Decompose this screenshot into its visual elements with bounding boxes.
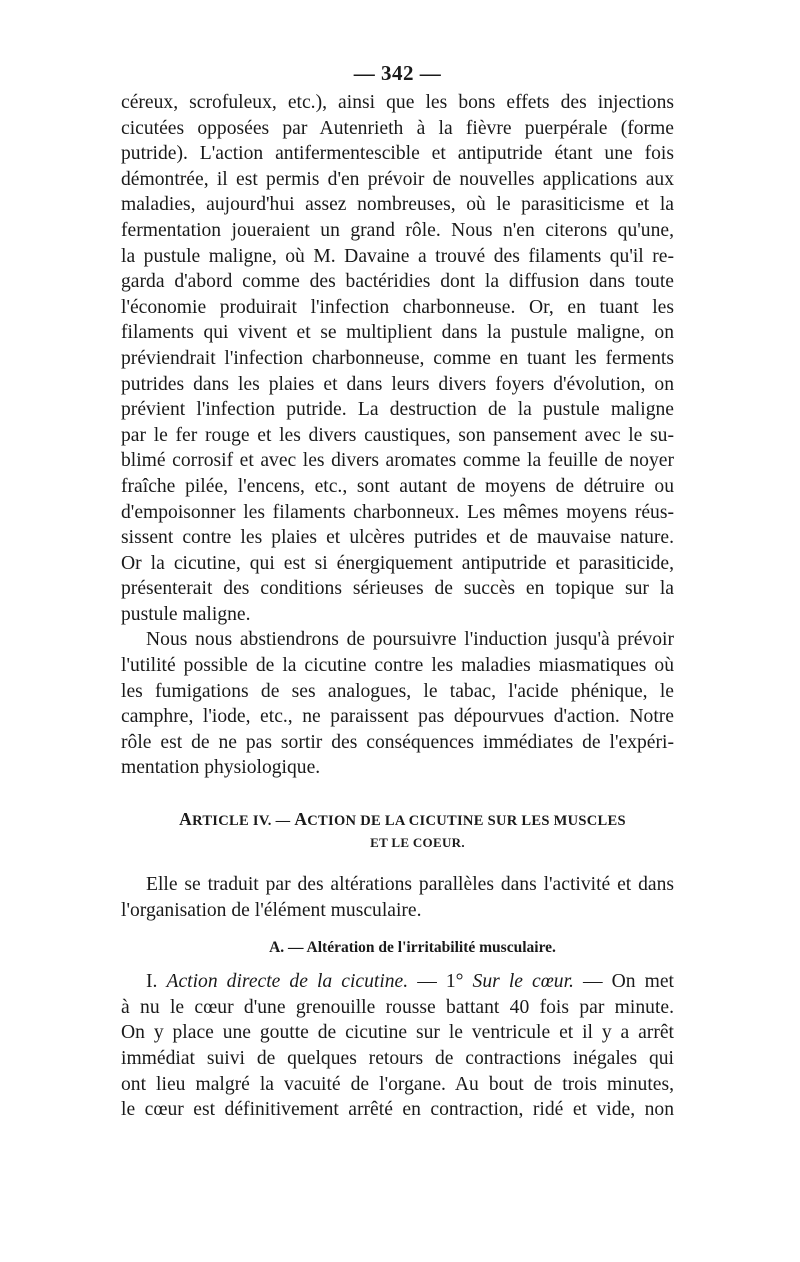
text-line: blimé corrosif et avec les divers aromates comme la feuille de noyer [121, 450, 674, 472]
text-line: le cœur est définitivement arrêté en contraction, ridé et vide, non [121, 1099, 674, 1121]
text-line: l'utilité possible de la cicutine contre les maladies miasmatiques où [121, 655, 674, 677]
text-line: l'organisation de l'élément musculaire. [121, 899, 422, 921]
text-line: les fumigations de ses analogues, le tabac, l'acide phénique, le [121, 680, 674, 702]
text-line: mentation physiologique. [121, 757, 321, 779]
subheading: A. — Altération de l'irritabilité musculaire. [269, 939, 556, 957]
text-line: pustule maligne. [121, 603, 251, 625]
article-heading-line-2: ET LE COEUR. [370, 835, 465, 851]
paragraph-1 [121, 90, 674, 627]
page-number: — 342 — [353, 61, 442, 85]
text-line: putride). L'action antifermentescible et antiputride étant une fois [121, 143, 674, 165]
text-line: céreux, scrofuleux, etc.), ainsi que les bons effets des injections [121, 92, 674, 113]
text-line: l'économie produirait l'infection charbonneuse. Or, en tuant les [121, 296, 674, 318]
text-line: présenterait des conditions sérieuses de succès en topique sur la [121, 578, 674, 600]
text-line: d'empoisonner les filaments charbonneux. Les mêmes moyens réus- [121, 501, 674, 523]
text-line: Or la cicutine, qui est si énergiquement antiputride et parasiticide, [121, 552, 674, 574]
article-heading-line-1: ARTICLE IV. — ACTION DE LA CICUTINE SUR LES MUSCLES [179, 809, 626, 830]
text-line: la pustule maligne, où M. Davaine a trouvé des filaments qu'il re- [121, 245, 674, 267]
text-line: On y place une goutte de cicutine sur le ventricule et il y a arrêt [121, 1022, 674, 1044]
text-line: prévient l'infection putride. La destruction de la pustule maligne [121, 399, 674, 421]
text-line: cicutées opposées par Autenrieth à la fièvre puerpérale (forme [121, 117, 674, 139]
text-line: putrides dans les plaies et dans leurs divers foyers d'évolution, on [121, 373, 674, 395]
text-line: démontrée, il est permis d'en prévoir de nouvelles applications aux [121, 168, 674, 190]
section-first-line: I. Action directe de la cicutine. — 1° Sur le cœur. — On met [146, 971, 675, 993]
text-line: fraîche pilée, l'encens, etc., sont autant de moyens de détruire ou [121, 475, 674, 497]
text-line: camphre, l'iode, etc., ne paraissent pas dépourvues d'action. Notre [121, 706, 674, 728]
text-line: ont lieu malgré la vacuité de l'organe. Au bout de trois minutes, [121, 1073, 674, 1095]
text-line: sissent contre les plaies et ulcères putrides et de mauvaise nature. [121, 527, 674, 549]
text-line: à nu le cœur d'une grenouille rousse battant 40 fois par minute. [121, 996, 674, 1018]
text-line: Nous nous abstiendrons de poursuivre l'induction jusqu'à prévoir [146, 629, 674, 651]
text-line: immédiat suivi de quelques retours de contractions inégales qui [121, 1048, 674, 1069]
book-page [121, 58, 674, 1123]
paragraph-2 [121, 627, 674, 781]
text-line: Elle se traduit par des altérations parallèles dans l'activité et dans [146, 874, 674, 896]
text-line: par le fer rouge et les divers caustiques, son pansement avec le su- [121, 424, 674, 446]
article-heading [121, 808, 674, 854]
text-line: fermentation joueraient un grand rôle. Nous n'en citerons qu'une, [121, 219, 674, 241]
text-line: garda d'abord comme des bactéridies dont la diffusion dans toute [121, 271, 674, 293]
article-intro [121, 872, 674, 923]
text-line: rôle est de ne pas sortir des conséquences immédiates de l'expéri- [121, 731, 674, 753]
text-line: maladies, aujourd'hui assez nombreuses, où le parasiticisme et la [121, 194, 674, 216]
text-line: préviendrait l'infection charbonneuse, comme en tuant les ferments [121, 347, 674, 369]
text-line: filaments qui vivent et se multiplient dans la pustule maligne, on [121, 322, 674, 344]
section-paragraph [121, 969, 674, 1123]
